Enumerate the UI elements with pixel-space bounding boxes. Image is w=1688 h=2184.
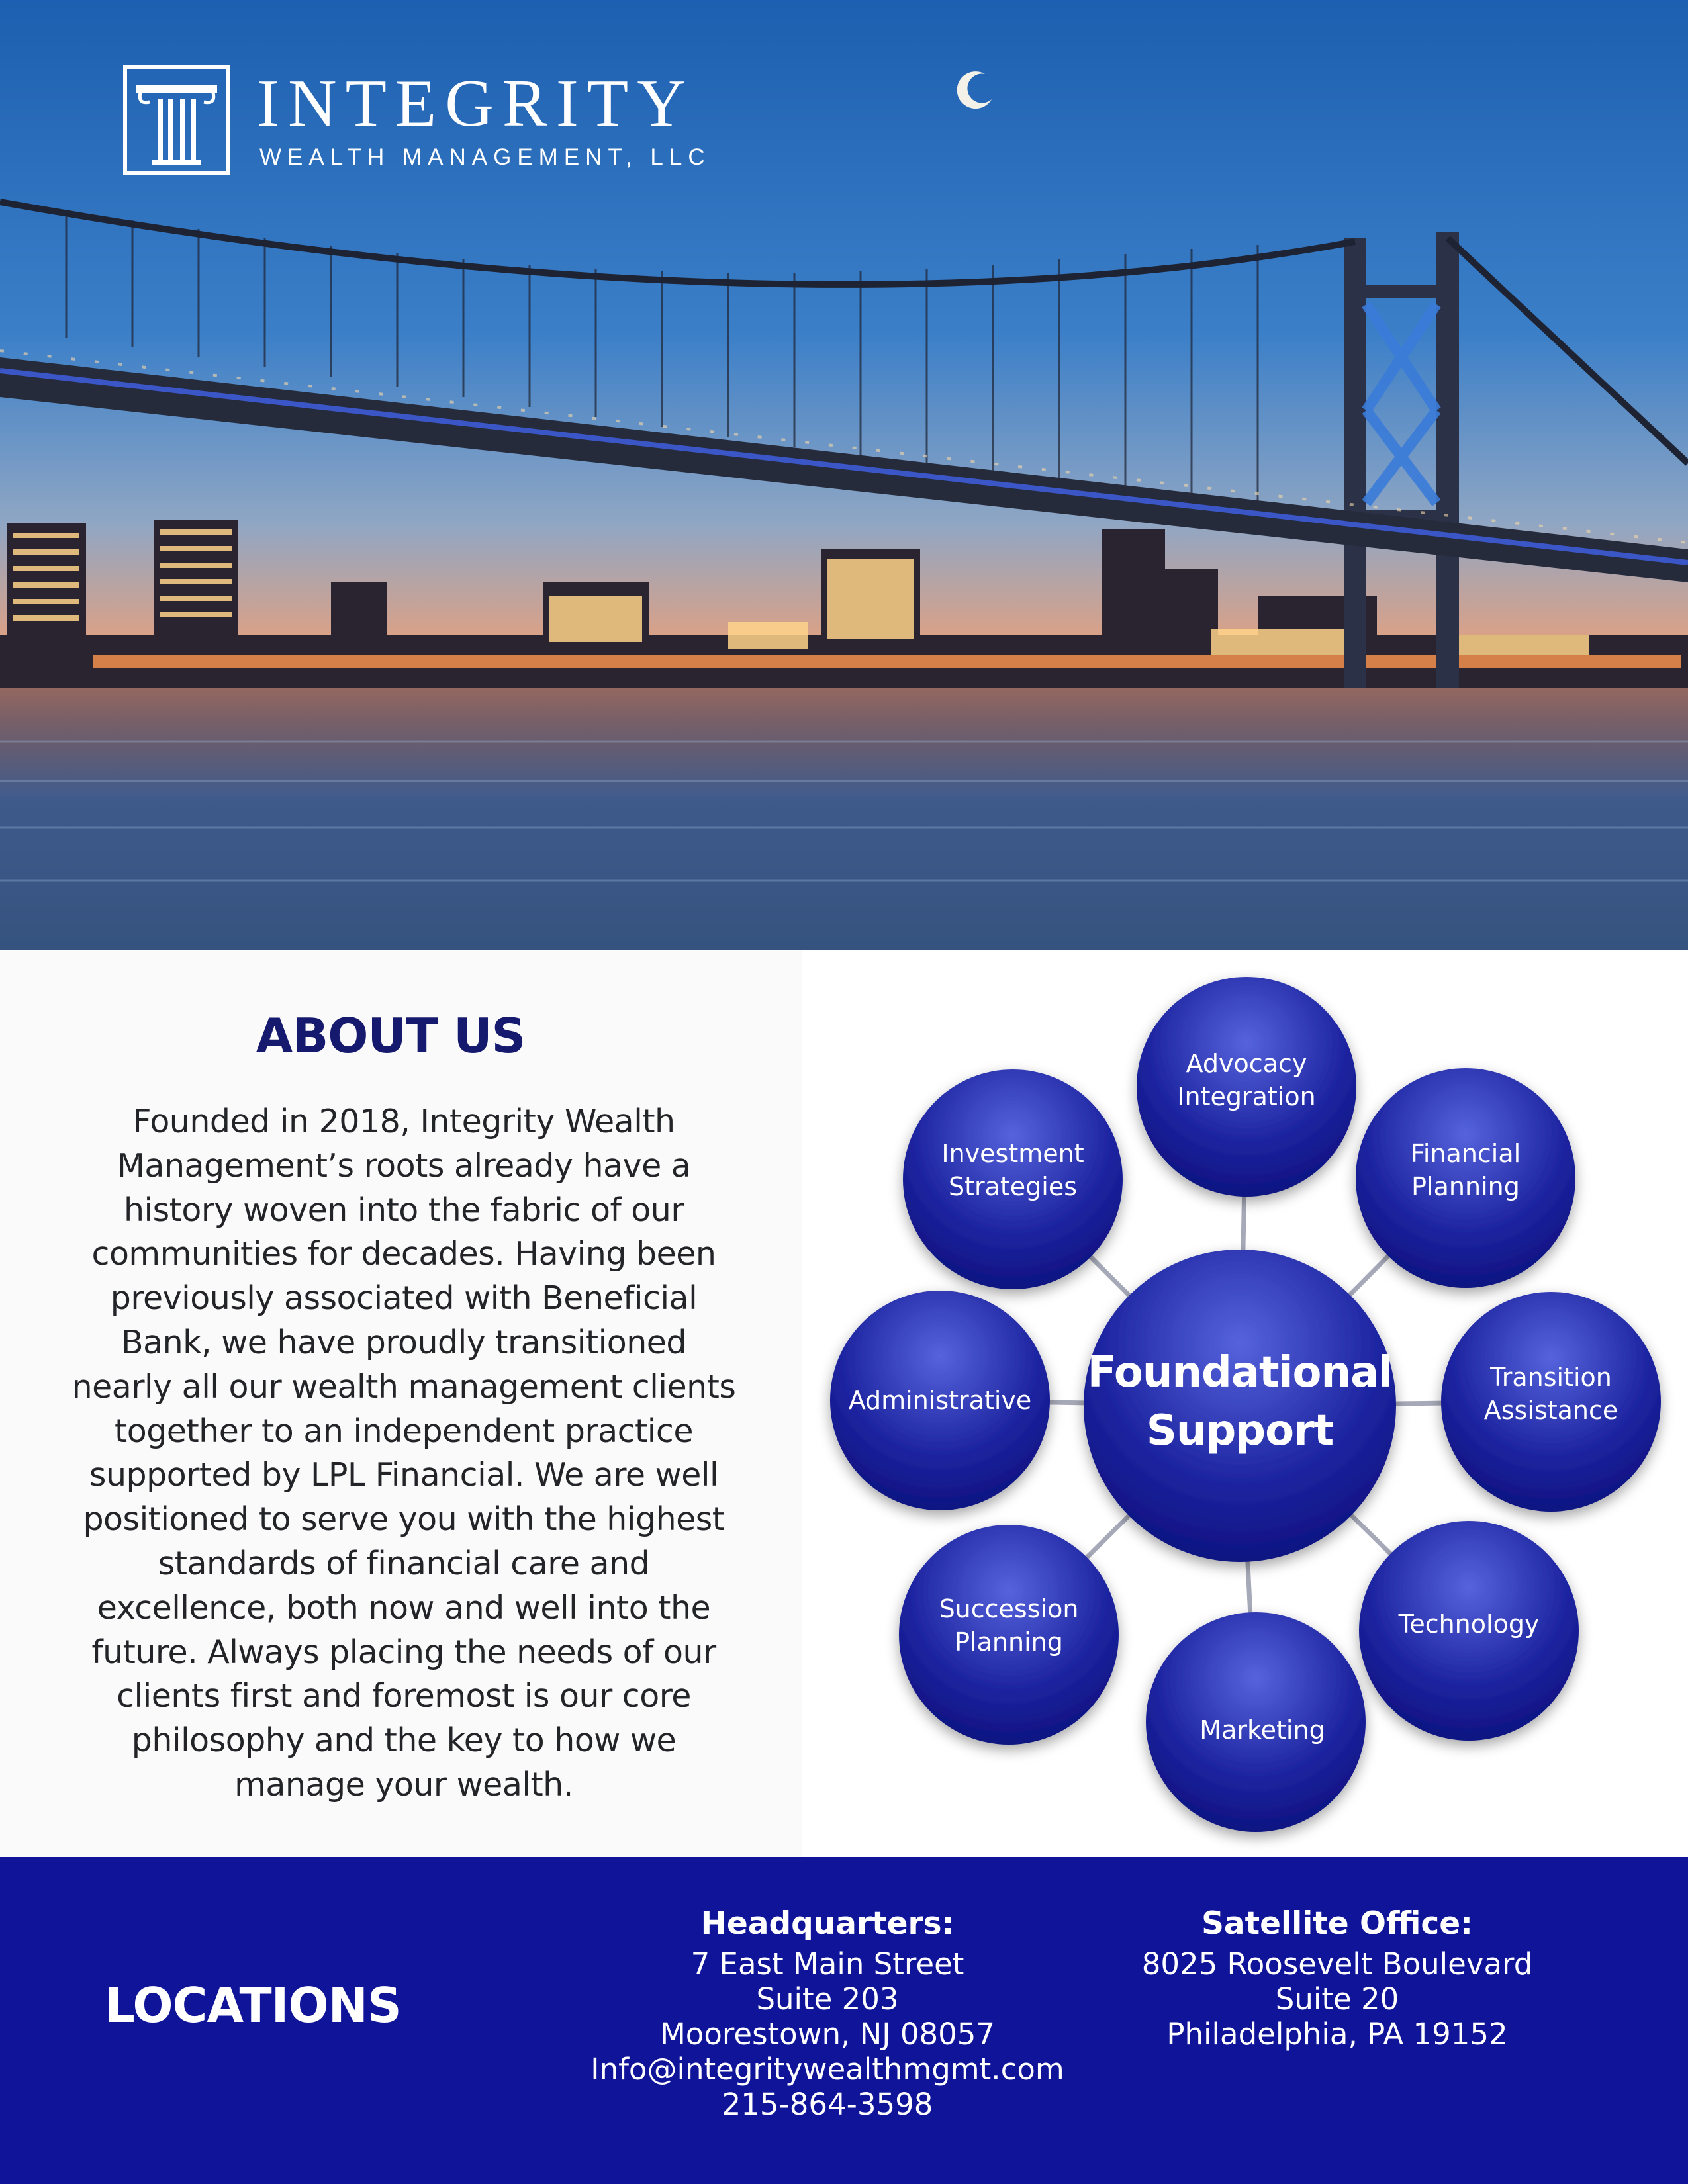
services-diagram	[802, 950, 1688, 1857]
satellite-city: Philadelphia, PA 19152	[1166, 2017, 1508, 2052]
node-label-financial-planning: Financial Planning	[1410, 1139, 1521, 1201]
node-label-advocacy-integration: Advocacy Integration	[1177, 1049, 1316, 1111]
brand-name: INTEGRITY	[257, 66, 694, 141]
pillar-icon	[123, 65, 230, 175]
satellite-street: 8025 Roosevelt Boulevard	[1141, 1946, 1533, 1981]
brand-tagline: WEALTH MANAGEMENT, LLC	[259, 144, 711, 170]
headquarters-address	[556, 1903, 1099, 2122]
node-label-investment-strategies: Investment Strategies	[941, 1139, 1084, 1201]
node-label-transition-assistance: Transition Assistance	[1483, 1363, 1618, 1425]
satellite-office-address	[1072, 1903, 1602, 2052]
satellite-suite: Suite 20	[1275, 1981, 1399, 2017]
headquarters-title: Headquarters:	[700, 1905, 955, 1942]
contact-phone-link[interactable]: 215-864-3598	[722, 2087, 933, 2122]
headquarters-city: Moorestown, NJ 08057	[659, 2017, 996, 2052]
node-label-marketing: Marketing	[1199, 1715, 1325, 1745]
brand-logo[interactable]	[123, 65, 711, 177]
locations-heading: LOCATIONS	[105, 1978, 401, 2033]
node-label-administrative: Administrative	[848, 1386, 1032, 1415]
about-body-text: Founded in 2018, Integrity Wealth Management’s roots already have a history woven into the fabric of our communities for decades. Having been previously associated with Beneficial Bank, we have proudly transitioned nearly all our wealth management clients together to an independent practice supported by LPL Financial. We are well positioned to serve you with the highest standards of financial care and excellence, both now and well into the future. Always placing the needs of our clients first and foremost is our core philosophy and the key to how we manage your wealth.	[71, 1103, 736, 1803]
hero-photo	[0, 0, 1688, 950]
headquarters-suite: Suite 203	[756, 1981, 899, 2017]
about-heading: ABOUT US	[256, 1008, 526, 1064]
satellite-office-title: Satellite Office:	[1201, 1905, 1473, 1942]
center-label-foundational-support: Foundational Support	[1087, 1348, 1393, 1455]
contact-email-link[interactable]: Info@integritywealthmgmt.com	[590, 2052, 1064, 2087]
headquarters-street: 7 East Main Street	[690, 1946, 964, 1981]
node-label-technology: Technology	[1398, 1610, 1540, 1639]
node-label-succession-planning: Succession Planning	[939, 1594, 1079, 1657]
